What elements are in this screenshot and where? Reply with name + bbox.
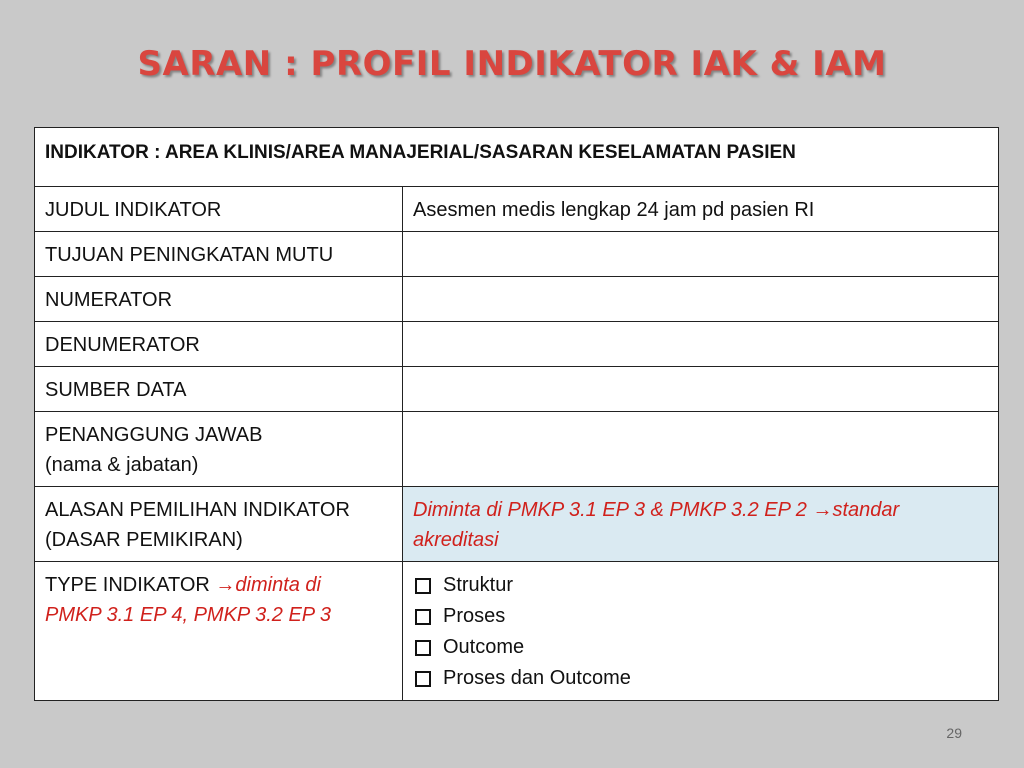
table-header-row: [35, 128, 999, 187]
row-label-tujuan: TUJUAN PENINGKATAN MUTU: [35, 232, 403, 277]
checklist-item[interactable]: [413, 663, 988, 694]
row-value-judul: Asesmen medis lengkap 24 jam pd pasien RI: [403, 187, 999, 232]
row-value-denumerator: [403, 322, 999, 367]
table-row: [35, 232, 999, 277]
table-row: [35, 412, 999, 487]
indicator-type-checklist: [413, 570, 988, 694]
checklist-item[interactable]: [413, 632, 988, 663]
type-label: TYPE INDIKATOR: [45, 574, 216, 596]
page-number: 29: [946, 725, 962, 741]
row-label-sumber-data: SUMBER DATA: [35, 367, 403, 412]
table-row: [35, 487, 999, 562]
row-label-numerator: NUMERATOR: [35, 277, 403, 322]
row-value-sumber-data: [403, 367, 999, 412]
checkbox-icon[interactable]: [415, 640, 431, 656]
row-label-alasan: [35, 487, 403, 562]
checklist-label: Struktur: [443, 574, 514, 596]
row-value-type-indikator: [403, 562, 999, 701]
checklist-label: Proses: [443, 605, 506, 627]
row-label-denumerator: DENUMERATOR: [35, 322, 403, 367]
row-value-numerator: [403, 277, 999, 322]
checkbox-icon[interactable]: [415, 671, 431, 687]
reason-text-after-arrow: standar akreditasi: [413, 499, 900, 551]
type-note-line2: PMKP 3.1 EP 4, PMKP 3.2 EP 3: [45, 604, 332, 626]
label-line: ALASAN PEMILIHAN INDIKATOR: [45, 499, 350, 521]
type-note: diminta di: [235, 574, 322, 596]
indicator-area-header: INDIKATOR : AREA KLINIS/AREA MANAJERIAL/SASARAN KESELAMATAN PASIEN: [35, 128, 999, 187]
row-label-penanggung-jawab: [35, 412, 403, 487]
table-row: [35, 367, 999, 412]
checklist-item[interactable]: [413, 601, 988, 632]
table-row: [35, 277, 999, 322]
arrow-right-icon: →: [812, 499, 833, 521]
row-label-judul: JUDUL INDIKATOR: [35, 187, 403, 232]
row-label-type-indikator: [35, 562, 403, 701]
row-value-tujuan: [403, 232, 999, 277]
table-row: [35, 187, 999, 232]
table-row: [35, 562, 999, 701]
label-line: PENANGGUNG JAWAB: [45, 424, 263, 446]
table-row: [35, 322, 999, 367]
checklist-item[interactable]: [413, 570, 988, 601]
indicator-profile-table: [34, 127, 999, 701]
arrow-right-icon: →: [215, 574, 236, 596]
checkbox-icon[interactable]: [415, 578, 431, 594]
row-value-penanggung-jawab: [403, 412, 999, 487]
checkbox-icon[interactable]: [415, 609, 431, 625]
label-line: (nama & jabatan): [45, 454, 199, 476]
reason-text: Diminta di PMKP 3.1 EP 3 & PMKP 3.2 EP 2: [413, 499, 813, 521]
checklist-label: Outcome: [443, 636, 525, 658]
slide-title: SARAN : PROFIL INDIKATOR IAK & IAM: [137, 44, 887, 84]
checklist-label: Proses dan Outcome: [443, 667, 631, 689]
label-line: (DASAR PEMIKIRAN): [45, 529, 243, 551]
row-value-alasan: [403, 487, 999, 562]
